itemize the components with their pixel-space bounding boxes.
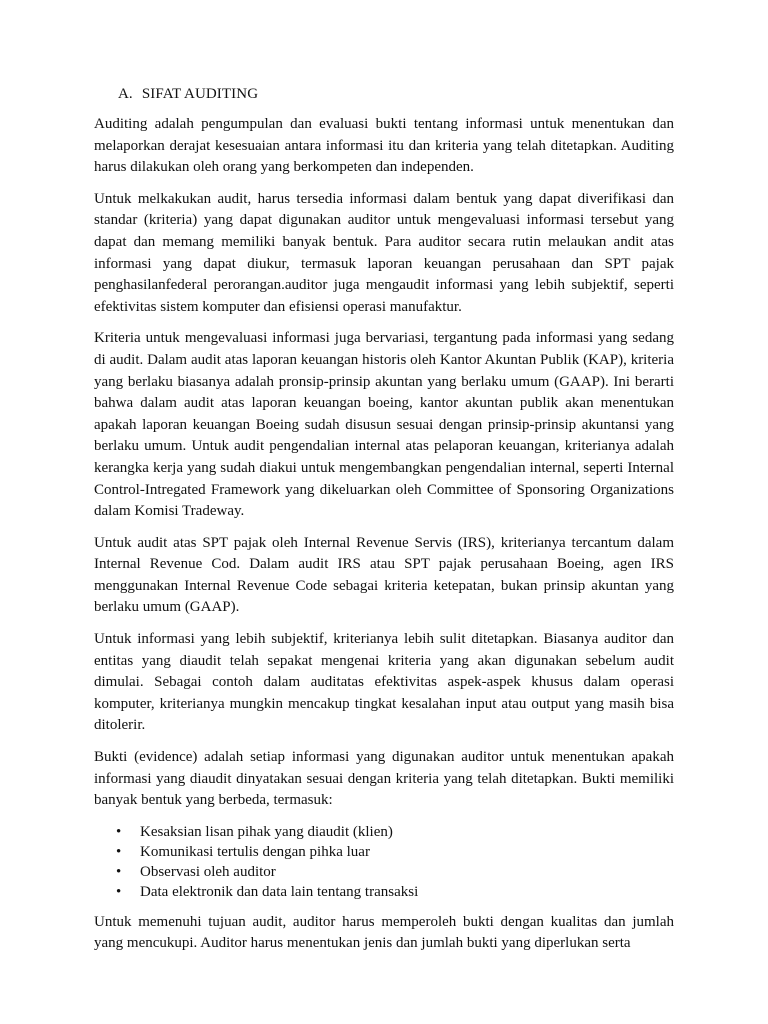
bullet-icon: • bbox=[116, 863, 122, 880]
bullet-icon: • bbox=[116, 843, 122, 860]
list-item-text: Observasi oleh auditor bbox=[140, 863, 276, 880]
list-item-text: Kesaksian lisan pihak yang diaudit (klien) bbox=[140, 823, 393, 840]
paragraph-irs: Untuk audit atas SPT pajak oleh Internal Revenue Servis (IRS), kriterianya tercantum dalam Internal Revenue Cod. Dalam audit IRS atau SPT pajak perusahaan Boeing, agen IRS menggunakan Internal Revenue Code sebagai kriteria ketepatan, bukan prinsip akuntan yang berlaku umum (GAAP). bbox=[94, 534, 674, 616]
document-page bbox=[94, 84, 674, 965]
list-item-text: Data elektronik dan data lain tentang transaksi bbox=[140, 883, 419, 900]
paragraph-criteria: Kriteria untuk mengevaluasi informasi juga bervariasi, tergantung pada informasi yang sedang di audit. Dalam audit atas laporan keuangan historis oleh Kantor Akuntan Publik (KAP), kriteria yang berlaku biasanya adalah pronsip-prinsip akuntan yang berlaku umum (GAAP). Ini berarti bahwa dalam audit atas laporan keuangan boeing, kantor akuntan publik akan menentukan apakah laporan keuangan Boeing sudah disusun sesuai dengan prinsip-prinsip akuntansi yang berlaku umum. Untuk audit pengendalian internal atas pelaporan keuangan, kriterianya adalah kerangka kerja yang sudah diakui untuk mengembangkan pengendalian internal, seperti Internal Control-Intregated Framework yang dikeluarkan oleh Committee of Sponsoring Organizations dalam Komisi Tradeway. bbox=[94, 330, 674, 520]
bullet-icon: • bbox=[116, 883, 122, 900]
list-item bbox=[94, 842, 674, 862]
paragraph-closing: Untuk memenuhi tujuan audit, auditor harus memperoleh bukti dengan kualitas dan jumlah yang mencukupi. Auditor harus menentukan jenis dan jumlah bukti yang diperlukan serta bbox=[94, 913, 674, 952]
section-heading bbox=[118, 84, 674, 105]
paragraph-subjective: Untuk informasi yang lebih subjektif, kriterianya lebih sulit ditetapkan. Biasanya auditor dan entitas yang diaudit telah sepakat mengenai kriteria yang akan digunakan sebelum audit dimulai. Sebagai contoh dalam auditatas efektivitas aspek-aspek khusus dalam operasi komputer, kriterianya mungkin mencakup tingkat kesalahan input atau output yang masih bisa ditolerir. bbox=[94, 631, 674, 734]
list-item-text: Komunikasi tertulis dengan pihka luar bbox=[140, 843, 370, 860]
paragraph-evidence: Bukti (evidence) adalah setiap informasi yang digunakan auditor untuk menentukan apakah informasi yang diaudit dinyatakan sesuai dengan kriteria yang telah ditetapkan. Bukti memiliki banyak bentuk yang berbeda, termasuk: bbox=[94, 749, 674, 809]
paragraph-definition: Auditing adalah pengumpulan dan evaluasi bukti tentang informasi untuk menentukan dan melaporkan derajat kesesuaian antara informasi itu dan kriteria yang telah ditetapkan. Auditing harus dilakukan oleh orang yang berkompeten dan independen. bbox=[94, 116, 674, 176]
section-number: A. bbox=[118, 86, 133, 102]
paragraph-information: Untuk melkakukan audit, harus tersedia informasi dalam bentuk yang dapat diverifikasi dan standar (kriteria) yang dapat digunakan auditor untuk mengevaluasi informasi tersebut yang dapat dan memang memiliki banyak bentuk. Para auditor secara rutin melaukan andit atas informasi yang dapat diukur, termasuk laporan keuangan perusahaan dan SPT pajak penghasilanfederal perorangan.auditor juga mengaudit informasi yang lebih subjektif, seperti efektivitas sistem komputer dan efisiensi operasi manufaktur. bbox=[94, 190, 674, 315]
bullet-icon: • bbox=[116, 823, 122, 840]
list-item bbox=[94, 862, 674, 882]
list-item bbox=[94, 882, 674, 902]
evidence-list bbox=[94, 822, 674, 902]
section-title: SIFAT AUDITING bbox=[141, 86, 259, 102]
list-item bbox=[94, 822, 674, 842]
